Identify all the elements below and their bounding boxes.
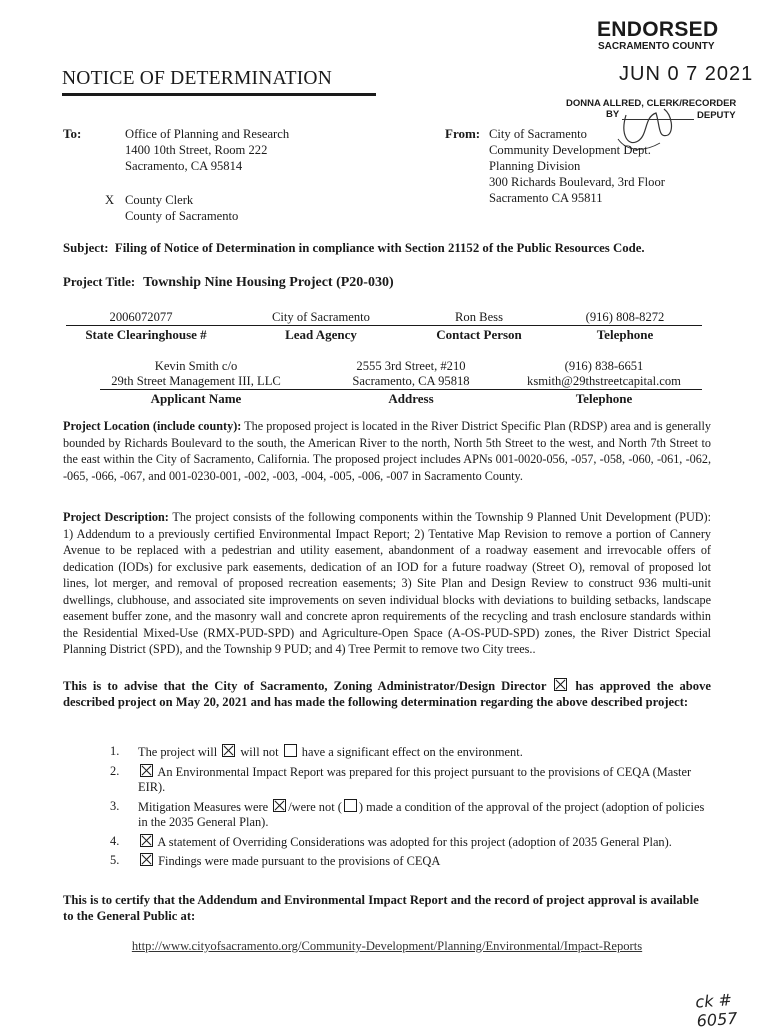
subject-text: Filing of Notice of Determination in compliance with Section 21152 of the Public Resources Code. — [114, 241, 645, 255]
list-item — [110, 799, 710, 831]
address-line: Sacramento, CA 95818 — [352, 374, 470, 388]
to-label: To: — [63, 126, 82, 141]
header-applicant-telephone: Telephone — [575, 391, 633, 406]
from-line: City of Sacramento — [489, 127, 587, 141]
list-item — [110, 834, 710, 851]
checked-box-icon — [140, 834, 153, 847]
from-line: Planning Division — [489, 159, 581, 173]
project-location — [63, 418, 711, 484]
table-rule — [66, 325, 702, 326]
item-text: Mitigation Measures were — [138, 799, 269, 814]
subject — [63, 241, 645, 256]
project-title — [63, 275, 394, 291]
table-rule — [100, 389, 702, 390]
applicant-name — [66, 359, 326, 389]
item-text: Findings were made pursuant to the provisions of CEQA — [158, 854, 441, 868]
header-address: Address — [388, 391, 434, 406]
advise-after: has approved the above described project on May 20, 2021 and has made the following determination regarding the above described project: — [63, 679, 711, 709]
applicant-address — [316, 359, 506, 389]
stamp-endorsed: ENDORSED — [597, 18, 719, 41]
applicant-telephone — [500, 359, 708, 389]
document-title: NOTICE OF DETERMINATION — [62, 68, 332, 89]
county-clerk-address — [125, 192, 238, 224]
item-text: An Environmental Impact Report was prepared for this project pursuant to the provisions of CEQA (Master EIR). — [138, 764, 692, 794]
applicant-line: 29th Street Management III, LLC — [111, 374, 281, 388]
checked-box-icon — [140, 853, 153, 866]
project-title-label: Project Title: — [63, 275, 136, 289]
project-title-value: Township Nine Housing Project (P20-030) — [143, 275, 394, 290]
item-text: A statement of Overriding Considerations was adopted for this project (adoption of 2035 General Plan). — [157, 834, 672, 849]
item-text: /were not ( — [288, 799, 342, 814]
contact-person: Ron Bess — [455, 310, 503, 324]
lead-agency: City of Sacramento — [272, 310, 370, 324]
item-text: have a significant effect on the environment. — [301, 745, 523, 759]
title-rule — [62, 93, 376, 96]
header-lead-agency: Lead Agency — [285, 327, 357, 342]
checked-box-icon — [222, 744, 235, 757]
to-line: Sacramento, CA 95814 — [125, 159, 243, 173]
stamp-recorder: DONNA ALLRED, CLERK/RECORDER — [566, 98, 737, 109]
county-line: County of Sacramento — [125, 209, 239, 223]
stamp-by: BY — [606, 109, 620, 120]
stamp-deputy: DEPUTY — [697, 110, 736, 121]
address-line: 2555 3rd Street, #210 — [356, 359, 466, 373]
item-number: 1. — [110, 744, 120, 758]
impact-reports-link[interactable]: http://www.cityofsacramento.org/Community-Development/Planning/Environmental/Impact-Reports — [131, 939, 643, 953]
clearinghouse-number: 2006072077 — [109, 310, 173, 324]
unchecked-box-icon — [344, 799, 357, 812]
from-line: Sacramento CA 95811 — [489, 191, 603, 205]
from-address — [489, 126, 665, 206]
list-item — [110, 764, 710, 796]
location-label: Project Location (include county): — [63, 419, 242, 433]
from-line: 300 Richards Boulevard, 3rd Floor — [489, 175, 665, 189]
county-clerk-mark: X — [105, 193, 115, 207]
header-contact-person: Contact Person — [436, 327, 522, 342]
checked-box-icon — [554, 678, 567, 691]
list-item — [110, 744, 710, 761]
location-text: The proposed project is located in the River District Specific Plan (RDSP) area and is generally bounded by Richards Boulevard to the south, the American River to the north, North 5th Street to the west, and North 7th Street to the east within the City of Sacramento, California. The proposed project includes APNs 001-0020-056, -057, -058, -060, -061, -062, -065, -066, -067, and 001-0230-001, -002, -003, -004, -005, -006, -007 in Sacramento County. — [63, 419, 711, 483]
from-line: Community Development Dept. — [489, 143, 651, 157]
project-description — [63, 509, 711, 658]
certify-statement: This is to certify that the Addendum and Environmental Impact Report and the record of project approval is available to the General Public at: — [63, 893, 699, 923]
description-label: Project Description: — [63, 510, 169, 524]
applicant-line: Kevin Smith c/o — [154, 359, 238, 373]
checked-box-icon — [140, 764, 153, 777]
unchecked-box-icon — [284, 744, 297, 757]
advise-before: This is to advise that the City of Sacramento, Zoning Administrator/Design Director — [63, 679, 547, 693]
item-number: 2. — [110, 763, 120, 778]
determination-list — [110, 744, 710, 873]
to-line: Office of Planning and Research — [125, 127, 290, 141]
header-telephone: Telephone — [596, 327, 654, 342]
header-clearinghouse: State Clearinghouse # — [85, 327, 207, 342]
item-number: 3. — [110, 798, 120, 813]
contact-telephone: (916) 808-8272 — [585, 310, 665, 324]
telephone-line: (916) 838-6651 — [564, 359, 644, 373]
county-line: County Clerk — [125, 193, 194, 207]
item-number: 4. — [110, 833, 120, 848]
header-applicant-name: Applicant Name — [150, 391, 242, 406]
item-number: 5. — [110, 853, 120, 867]
item-text: The project will — [138, 745, 218, 759]
item-text: ) made a condition of the approval of the project (adoption of policies in the 2035 General Plan). — [138, 799, 705, 829]
stamp-date: JUN 0 7 2021 — [619, 63, 754, 85]
list-item — [110, 853, 710, 870]
checked-box-icon — [273, 799, 286, 812]
stamp-county: SACRAMENTO COUNTY — [598, 41, 715, 52]
handwritten-check-note: ck # 6057 — [694, 990, 739, 1031]
subject-label: Subject: — [63, 241, 109, 255]
item-text: will not — [240, 745, 279, 759]
to-address — [125, 126, 289, 174]
advise-statement — [63, 678, 711, 710]
description-text: The project consists of the following components within the Township 9 Planned Unit Development (PUD): 1) Addendum to a previously certified Environmental Impact Report; 2) Tentative Map Revision to remove a portion of Cannery Avenue to be replaced with a pedestrian and utility easement, abandonment of a roadway easement and irrevocable offers of dedication (IODs) for exclusive park easements, dedication of an IOD for a future roadway (Street O), removal of proposed lot lines, lot merger, and removal of proposed recreation easements; 3) Site Plan and Design Review to construct 936 multi-unit dwellings, clubhouse, and associated site improvements on seven individual blocks with deviations to building setbacks, landscape easement buffer zone, and the masonry wall and concrete apron requirements of the recycling and trash enclosure standards within the Residential Mixed-Use (RMX-PUD-SPD) and Agriculture-Open Space (A-OS-PUD-SPD) zones, the River District Special Planning District (SPD), and the Township 9 PUD; and 4) Tree Permit to remove two City trees.. — [63, 510, 711, 656]
to-line: 1400 10th Street, Room 222 — [125, 143, 268, 157]
from-label: From: — [445, 126, 481, 141]
telephone-line: ksmith@29thstreetcapital.com — [527, 374, 681, 388]
